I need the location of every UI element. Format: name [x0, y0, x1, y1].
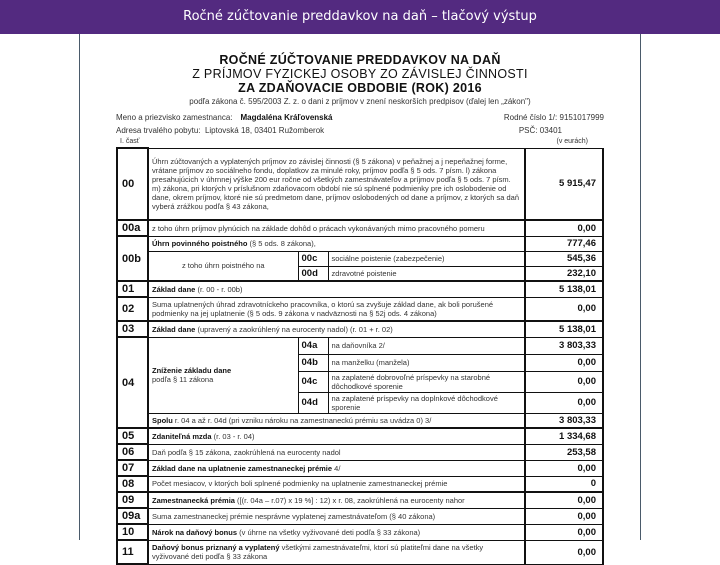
- row-value: 3 803,33: [525, 413, 603, 428]
- table-row: [117, 337, 603, 354]
- employee-info: [110, 108, 610, 144]
- postal-code: 03401: [539, 126, 562, 135]
- table-row: [117, 297, 603, 321]
- row-description: Základ dane (r. 00 - r. 00b): [148, 281, 525, 297]
- row-value: 0,00: [525, 392, 603, 413]
- row-code: 11: [117, 540, 148, 564]
- subgroup-label: Zníženie základu dane podľa § 11 zákona: [148, 337, 298, 413]
- row-description: Daňový bonus priznaný a vyplatený všetkými zamestnávateľmi, ktorí sú platiteľmi dane na všetky vyživované deti podľa § 33 zákona: [148, 540, 525, 564]
- right-divider: [640, 34, 641, 540]
- tax-form-document: [110, 34, 610, 561]
- row-description: Daň podľa § 15 zákona, zaokrúhlená na eurocenty nadol: [148, 444, 525, 460]
- row-code: 04: [117, 337, 148, 428]
- row-value: 0,00: [525, 371, 603, 392]
- table-row: [117, 148, 603, 220]
- row-value: 0,00: [525, 297, 603, 321]
- law-reference: podľa zákona č. 595/2003 Z. z. o dani z príjmov v znení neskorších predpisov (ďalej len „zákon"): [189, 97, 531, 106]
- row-value: 0,00: [525, 524, 603, 540]
- row-code: 04c: [298, 371, 328, 392]
- row-code: 04b: [298, 354, 328, 371]
- row-code: 00: [117, 148, 148, 220]
- row-description: Úhrn zúčtovaných a vyplatených príjmov zo závislej činnosti (§ 5 zákona) v peňažnej a j nepeňažnej forme, vrátane príjmov zo sociálneho fondu, doplatkov za minulé roky, príjmov podľa § 5 ods. 7 písm. l) zákona presahujúcich v úhrnnej výške 200 eur ročne od všetkých zamestnávateľov a príjmov podľa § 5 ods. 7 písm. m) zákona, pri ktorých v príslušnom zdaňovacom období nie sú splnené podmienky pre ich oslobodenie od dane, okrem príjmov, ktoré nie sú predmetom dane, príjmov oslobodených od dane a príjmov, z ktorých sa daň vyberá zrážkou podľa § 43 zákona,: [148, 148, 525, 220]
- row-code: 00b: [117, 236, 148, 281]
- row-value: 545,36: [525, 251, 603, 266]
- subgroup-label: z toho úhrn poistného na: [148, 251, 298, 281]
- tax-form-table: [116, 147, 604, 565]
- row-code: 10: [117, 524, 148, 540]
- table-row: [117, 220, 603, 236]
- row-code: 05: [117, 428, 148, 444]
- row-description: Úhrn povinného poistného (§ 5 ods. 8 zákona),: [148, 236, 525, 251]
- row-code: 07: [117, 460, 148, 476]
- row-description: z toho úhrn príjmov plynúcich na základe dohôd o prácach vykonávaných mimo pracovného pomeru: [148, 220, 525, 236]
- row-value: 5 138,01: [525, 321, 603, 337]
- table-row: [117, 428, 603, 444]
- employee-name: Magdaléna Kráľovenská: [240, 113, 333, 122]
- heading-line-2: Z PRÍJMOV FYZICKEJ OSOBY ZO ZÁVISLEJ ČINNOSTI: [192, 67, 528, 81]
- birth-number-label: Rodné číslo 1/:: [503, 113, 558, 122]
- table-row: [117, 492, 603, 508]
- row-value: 253,58: [525, 444, 603, 460]
- row-description: Zamestnanecká prémia ([(r. 04a – r.07) x 19 %] : 12) x r. 08, zaokrúhlená na eurocenty nahor: [148, 492, 525, 508]
- row-description: na daňovníka 2/: [328, 337, 525, 354]
- table-row: [117, 321, 603, 337]
- heading-line-3: ZA ZDAŇOVACIE OBDOBIE (ROK) 2016: [238, 81, 482, 95]
- row-value: 5 138,01: [525, 281, 603, 297]
- row-code: 09: [117, 492, 148, 508]
- left-divider: [79, 34, 80, 540]
- table-row: [117, 236, 603, 251]
- row-value: 0,00: [525, 220, 603, 236]
- row-value: 0: [525, 476, 603, 492]
- row-value: 0,00: [525, 540, 603, 564]
- heading-line-1: ROČNÉ ZÚČTOVANIE PREDDAVKOV NA DAŇ: [219, 53, 501, 67]
- row-value: 777,46: [525, 236, 603, 251]
- row-value: 232,10: [525, 266, 603, 281]
- table-row: [117, 540, 603, 564]
- table-row: [117, 524, 603, 540]
- row-description: na zaplatené dobrovoľné príspevky na starobné dôchodkové sporenie: [328, 371, 525, 392]
- row-code: 06: [117, 444, 148, 460]
- row-code: 08: [117, 476, 148, 492]
- row-description: sociálne poistenie (zabezpečenie): [328, 251, 525, 266]
- postal-code-label: PSČ:: [518, 126, 538, 135]
- row-value: 0,00: [525, 492, 603, 508]
- table-row: [117, 508, 603, 524]
- row-description: Suma zamestnaneckej prémie nesprávne vyplatenej zamestnávateľom (§ 40 zákona): [148, 508, 525, 524]
- row-description: Nárok na daňový bonus (v úhrne na všetky vyživované deti podľa § 33 zákona): [148, 524, 525, 540]
- slide-title: Ročné zúčtovanie preddavkov na daň – tlačový výstup: [0, 0, 720, 34]
- row-code: 09a: [117, 508, 148, 524]
- row-description: Základ dane (upravený a zaokrúhlený na eurocenty nadol) (r. 01 + r. 02): [148, 321, 525, 337]
- table-row: [117, 251, 603, 266]
- table-row: [117, 281, 603, 297]
- table-row: [117, 413, 603, 428]
- row-description: na zaplatené príspevky na doplnkové dôchodkové sporenie: [328, 392, 525, 413]
- row-code: 04a: [298, 337, 328, 354]
- table-row: [117, 476, 603, 492]
- row-code: 00d: [298, 266, 328, 281]
- row-description: Spolu r. 04 a až r. 04d (pri vzniku nároku na zamestnaneckú prémiu sa uvádza 0) 3/: [148, 413, 525, 428]
- table-row: [117, 444, 603, 460]
- unit-label: (v eurách): [556, 138, 588, 145]
- birth-number: 9151017999: [559, 113, 604, 122]
- row-description: na manželku (manžela): [328, 354, 525, 371]
- row-value: 0,00: [525, 354, 603, 371]
- row-value: 0,00: [525, 508, 603, 524]
- address: Liptovská 18, 03401 Ružomberok: [204, 126, 325, 135]
- document-heading: [110, 53, 610, 108]
- row-description: Zdaniteľná mzda (r. 03 - r. 04): [148, 428, 525, 444]
- address-label: Adresa trvalého pobytu:: [116, 126, 201, 135]
- row-code: 04d: [298, 392, 328, 413]
- row-description: Suma uplatnených úhrad zdravotníckeho pracovníka, o ktorú sa zvyšuje základ dane, ak boli porušené podmienky na jej uplatnenie (§ 5 ods. 9 zákona v nadväznosti na § 52j ods. 4 zákona): [148, 297, 525, 321]
- row-code: 00a: [117, 220, 148, 236]
- employee-name-label: Meno a priezvisko zamestnanca:: [116, 113, 233, 122]
- part-label: I. časť: [120, 138, 140, 145]
- row-code: 02: [117, 297, 148, 321]
- row-code: 01: [117, 281, 148, 297]
- row-description: zdravotné poistenie: [328, 266, 525, 281]
- table-row: [117, 460, 603, 476]
- row-value: 5 915,47: [525, 148, 603, 220]
- row-code: 03: [117, 321, 148, 337]
- row-value: 3 803,33: [525, 337, 603, 354]
- row-description: Základ dane na uplatnenie zamestnaneckej prémie 4/: [148, 460, 525, 476]
- row-code: 00c: [298, 251, 328, 266]
- row-value: 0,00: [525, 460, 603, 476]
- row-value: 1 334,68: [525, 428, 603, 444]
- row-description: Počet mesiacov, v ktorých boli splnené podmienky na uplatnenie zamestnaneckej prémie: [148, 476, 525, 492]
